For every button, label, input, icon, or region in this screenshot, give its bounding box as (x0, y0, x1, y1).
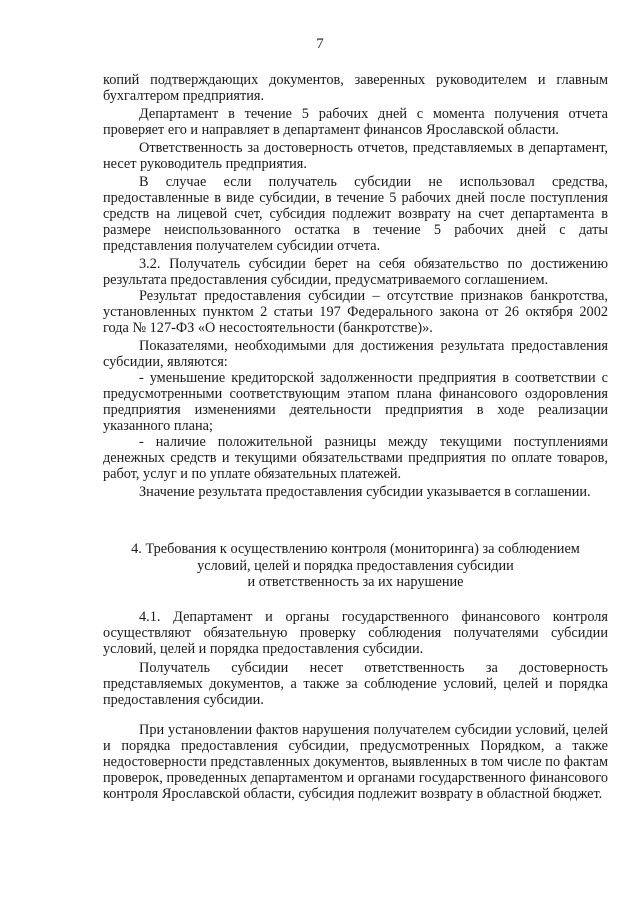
paragraph-report-check: Департамент в течение 5 рабочих дней с момента получения отчета проверяет его и направляет в департамент финансов Ярославской области. (103, 106, 608, 138)
list-item-debt-reduction: - уменьшение кредиторской задолженности предприятия в соответствии с предусмотренными соответствующим этапом плана финансового оздоровления предприятия изменениями деятельности предприятия в ходе реализации указанного плана; (103, 370, 608, 434)
page-number: 7 (316, 36, 324, 52)
paragraph-result-value: Значение результата предоставления субсидии указывается в соглашении. (139, 484, 591, 500)
section-3-body (103, 72, 608, 500)
paragraph-responsibility: Ответственность за достоверность отчетов, представляемых в департамент, несет руководитель предприятия. (103, 140, 608, 172)
section-4-heading-line-2: условий, целей и порядка предоставления субсидии (197, 557, 514, 574)
section-4-heading-line-3: и ответственность за их нарушение (247, 574, 464, 590)
paragraph-violation-refund: При установлении фактов нарушения получателем субсидии условий, целей и порядка предоставления субсидии, предусмотренных Порядком, а также недостоверности представленных документов, выявленных в том числе по фактам проверок, проведенных департаментом и органами государственного финансового контроля Ярославской области, субсидия подлежит возврату в областной бюджет. (103, 722, 608, 802)
paragraph-result: Результат предоставления субсидии – отсутствие признаков банкротства, установленных пунктом 2 статьи 197 Федерального закона от 26 октября 2002 года № 127-ФЗ «О несостоятельности (банкротстве)». (103, 288, 608, 336)
paragraph-3-2: 3.2. Получатель субсидии берет на себя обязательство по достижению результата предоставления субсидии, предусматриваемого соглашением. (103, 256, 608, 288)
paragraph-continuation: копий подтверждающих документов, заверенных руководителем и главным бухгалтером предприятия. (103, 72, 608, 104)
list-item-positive-balance: - наличие положительной разницы между текущими поступлениями денежных средств и текущими обязательствами предприятия по оплате товаров, работ, услуг и по уплате обязательных платежей. (103, 434, 608, 482)
section-4-heading (103, 541, 608, 591)
section-4-body (103, 609, 608, 802)
paragraph-refund: В случае если получатель субсидии не использовал средства, предоставленные в виде субсидии, в течение 5 рабочих дней после поступления средств на лицевой счет, субсидия подлежит возврату на счет департамента в размере неиспользованного остатка в течение 5 рабочих дней с даты представления получателем субсидии отчета. (103, 174, 608, 254)
paragraph-recipient-liability: Получатель субсидии несет ответственность за достоверность представляемых документов, а также за соблюдение условий, целей и порядка предоставления субсидии. (103, 660, 608, 708)
section-4-heading-line-1: 4. Требования к осуществлению контроля (мониторинга) за соблюдением (131, 541, 580, 557)
paragraph-4-1: 4.1. Департамент и органы государственного финансового контроля осуществляют обязательную проверку соблюдения получателями субсидии условий, целей и порядка предоставления субсидии. (103, 609, 608, 657)
paragraph-indicators: Показателями, необходимыми для достижения результата предоставления субсидии, являются: (103, 338, 608, 370)
